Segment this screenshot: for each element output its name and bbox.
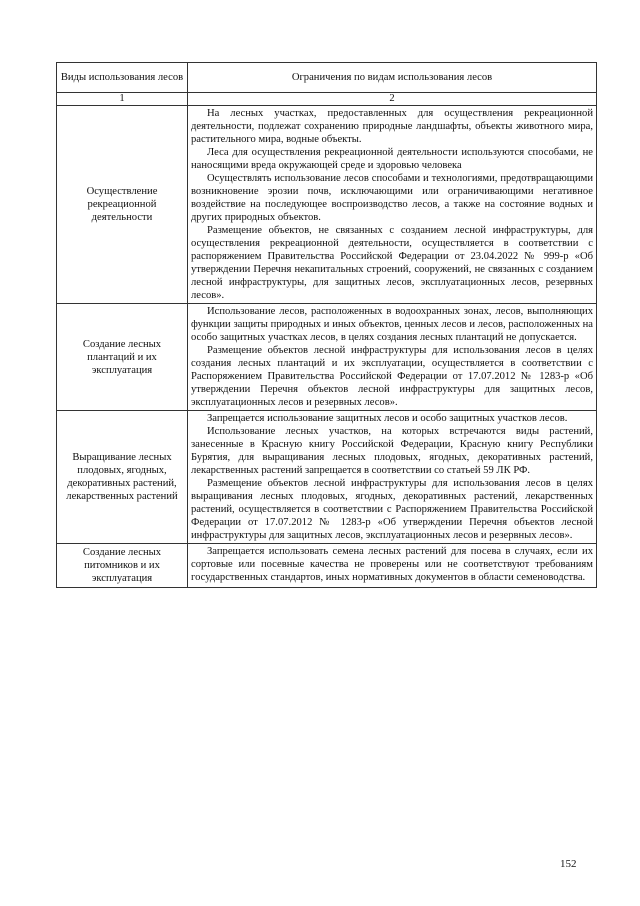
paragraph: Размещение объектов лесной инфраструктуры для использования лесов в целях создания лесных плантаций и их эксплуатации, осуществляется в соответствии с Распоряжением Правительства Российской Федерации от 17.07.2012 № 1283-р «Об утверждении Перечня объектов лесной инфраструктуры для защитных лесов, эксплуатационных лесов и резервных лесов».: [191, 345, 593, 408]
paragraph: Леса для осуществления рекреационной деятельности используются способами, не наносящими вреда окружающей среде и здоровью человека: [191, 147, 593, 171]
paragraph: Использование лесных участков, на которых встречаются виды растений, занесенные в Красную книгу Российской Федерации, Красную книгу Республики Бурятия, для выращивания лесных плодовых, ягодных, декоративных растений, лекарственных растений запрещается в соответствии со статьей 59 ЛК РФ.: [191, 426, 593, 476]
restrictions-table: [56, 62, 597, 588]
table-header-row: [57, 63, 597, 93]
paragraph: Использование лесов, расположенных в водоохранных зонах, лесов, выполняющих функции защиты природных и иных объектов, ценных лесов и лесов, расположенных на особо защитных участках лесов, в целях создания лесных плантаций не допускается.: [191, 306, 593, 343]
paragraph: Осуществлять использование лесов способами и технологиями, предотвращающими возникновение эрозии почв, исключающими или ограничивающими негативное воздействие на последующее воспроизводство лесов, а также на состояние водных и других природных объектов.: [191, 173, 593, 223]
header-num2: 2: [188, 93, 597, 106]
restrictions-cell: [188, 544, 597, 588]
usage-type-cell: Выращивание лесных плодовых, ягодных, декоративных растений, лекарственных растений: [57, 411, 188, 544]
page-number: 152: [560, 858, 577, 870]
usage-type-cell: Создание лесных плантаций и их эксплуатация: [57, 304, 188, 411]
restrictions-cell: [188, 411, 597, 544]
restrictions-cell: [188, 106, 597, 304]
paragraph: Запрещается использовать семена лесных растений для посева в случаях, если их сортовые или посевные качества не проверены или не соответствуют требованиям государственных стандартов, иных нормативных документов в области семеноводства.: [191, 546, 593, 583]
paragraph: Запрещается использование защитных лесов и особо защитных участков лесов.: [207, 413, 568, 424]
table-row: [57, 106, 597, 304]
header-col2: Ограничения по видам использования лесов: [188, 63, 597, 93]
table-row: [57, 411, 597, 544]
table-numbering-row: [57, 93, 597, 106]
usage-type-cell: Осуществление рекреационной деятельности: [57, 106, 188, 304]
paragraph: Размещение объектов, не связанных с созданием лесной инфраструктуры, для осуществления рекреационной деятельности, осуществляется в соответствии с распоряжением Правительства Российской Федерации от 23.04.2022 № 999-р «Об утверждении Перечня некапитальных строений, сооружений, не связанных с созданием лесной инфраструктуры, для защитных лесов, эксплуатационных лесов, резервных лесов».: [191, 225, 593, 301]
header-num1: 1: [57, 93, 188, 106]
restrictions-cell: [188, 304, 597, 411]
header-col1: Виды использования лесов: [57, 63, 188, 93]
paragraph: На лесных участках, предоставленных для осуществления рекреационной деятельности, подлежат сохранению природные ландшафты, объекты животного мира, растительного мира, водные объекты.: [191, 108, 593, 145]
table-row: [57, 304, 597, 411]
table-row: [57, 544, 597, 588]
usage-type-cell: Создание лесных питомников и их эксплуатация: [57, 544, 188, 588]
paragraph: Размещение объектов лесной инфраструктуры для использования лесов в целях выращивания лесных плодовых, ягодных, декоративных растений, лекарственных растений, осуществляется в соответствии с Распоряжением Правительства Российской Федерации от 17.07.2012 № 1283-р «Об утверждении Перечня объектов лесной инфраструктуры для защитных лесов, эксплуатационных лесов и резервных лесов».: [191, 478, 593, 541]
